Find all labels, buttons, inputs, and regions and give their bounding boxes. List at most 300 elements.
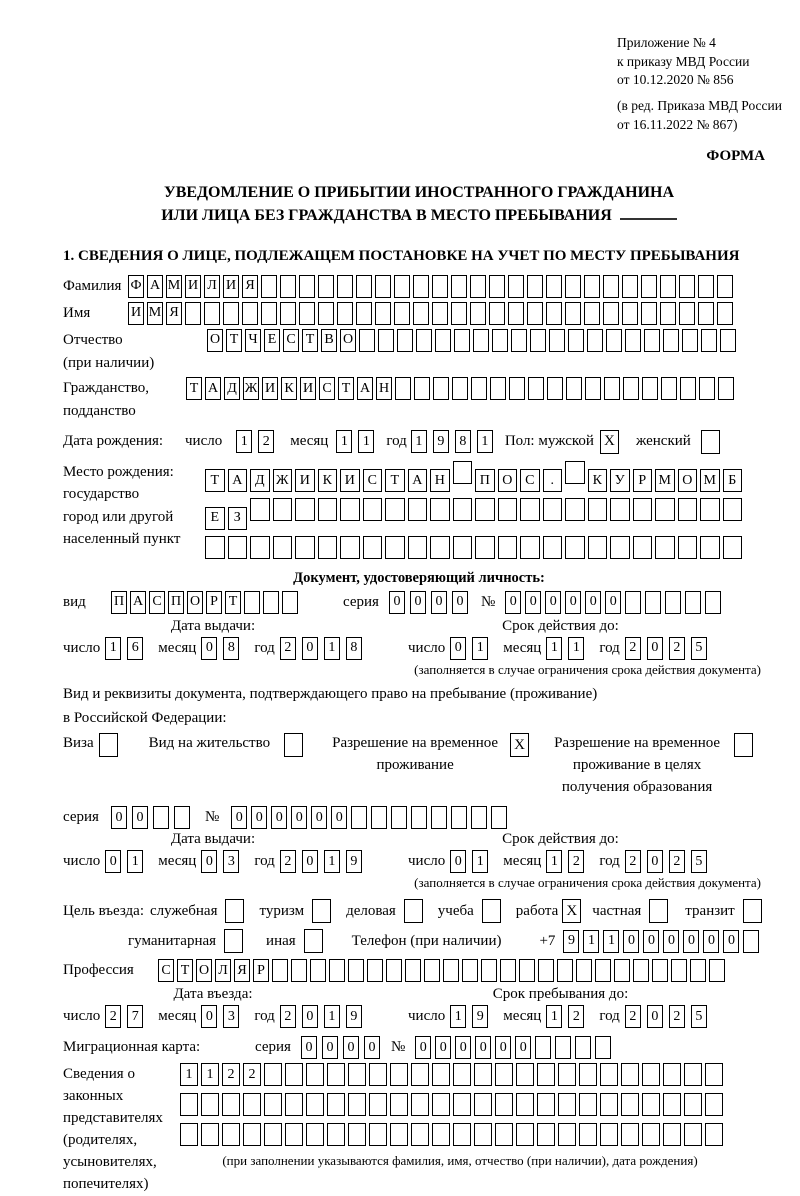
profession-cell[interactable]: Т (177, 959, 193, 982)
representatives-row2-cell[interactable] (453, 1093, 471, 1116)
representatives-row3-cell[interactable] (201, 1123, 219, 1146)
name-cell[interactable] (698, 302, 714, 325)
representatives-row2-cell[interactable] (264, 1093, 282, 1116)
res-issue-day-cell[interactable]: 0 (105, 850, 121, 873)
id-issue-day-cell[interactable]: 1 (105, 637, 121, 660)
birthplace-row2-cell[interactable] (655, 498, 675, 521)
birthplace-row1-cell[interactable]: М (655, 469, 675, 492)
patronymic-cell[interactable] (473, 329, 489, 352)
birthplace-row1-cell[interactable]: Р (633, 469, 653, 492)
representatives-row1-cell[interactable] (453, 1063, 471, 1086)
patronymic-cell[interactable] (625, 329, 641, 352)
doc-kind-cell[interactable] (263, 591, 279, 614)
entry-year-cell[interactable]: 9 (346, 1005, 362, 1028)
representatives-row3-cell[interactable] (684, 1123, 702, 1146)
phone-cell[interactable]: 0 (723, 930, 739, 953)
profession-cell[interactable] (709, 959, 725, 982)
citizenship-cell[interactable] (528, 377, 544, 400)
entry-day-cell[interactable]: 2 (105, 1005, 121, 1028)
birthplace-row2-cell[interactable] (250, 498, 270, 521)
birth-year-cell[interactable]: 9 (433, 430, 449, 453)
representatives-row1-cell[interactable] (411, 1063, 429, 1086)
profession-cell[interactable]: Я (234, 959, 250, 982)
representatives-row1-cell[interactable] (579, 1063, 597, 1086)
profession-cell[interactable]: О (196, 959, 212, 982)
profession-cell[interactable] (519, 959, 535, 982)
patronymic-cell[interactable] (530, 329, 546, 352)
name-cell[interactable]: М (147, 302, 163, 325)
patronymic-cell[interactable]: Т (226, 329, 242, 352)
residence-number-cell[interactable]: 0 (311, 806, 327, 829)
doc-kind-cell[interactable]: С (149, 591, 165, 614)
representatives-row2-cell[interactable] (306, 1093, 324, 1116)
representatives-row3-cell[interactable] (663, 1123, 681, 1146)
profession-cell[interactable] (690, 959, 706, 982)
representatives-row2-cell[interactable] (663, 1093, 681, 1116)
birthplace-row3-cell[interactable] (453, 536, 473, 559)
surname-cell[interactable] (527, 275, 543, 298)
name-cell[interactable] (356, 302, 372, 325)
id-valid-year-cell[interactable]: 2 (625, 637, 641, 660)
patronymic-cell[interactable] (397, 329, 413, 352)
profession-cell[interactable] (348, 959, 364, 982)
birthplace-row2-cell[interactable] (430, 498, 450, 521)
representatives-row2-cell[interactable] (180, 1093, 198, 1116)
name-cell[interactable] (679, 302, 695, 325)
citizenship-cell[interactable]: С (319, 377, 335, 400)
surname-cell[interactable] (679, 275, 695, 298)
representatives-row3-cell[interactable] (537, 1123, 555, 1146)
residence-number-cell[interactable] (351, 806, 367, 829)
citizenship-cell[interactable]: Д (224, 377, 240, 400)
birth-year-cell[interactable]: 8 (455, 430, 471, 453)
doc-number-cell[interactable] (625, 591, 641, 614)
surname-cell[interactable] (280, 275, 296, 298)
representatives-row1-cell[interactable] (369, 1063, 387, 1086)
name-cell[interactable] (565, 302, 581, 325)
birthplace-row2-cell[interactable] (588, 498, 608, 521)
stay-year-cell[interactable]: 5 (691, 1005, 707, 1028)
patronymic-cell[interactable] (568, 329, 584, 352)
representatives-row2-cell[interactable] (642, 1093, 660, 1116)
stay-day-cell[interactable]: 9 (472, 1005, 488, 1028)
birthplace-row1-cell[interactable]: Т (205, 469, 225, 492)
surname-cell[interactable] (375, 275, 391, 298)
birthplace-row2-cell[interactable] (475, 498, 495, 521)
phone-cell[interactable]: 0 (623, 930, 639, 953)
representatives-row1-cell[interactable]: 1 (201, 1063, 219, 1086)
birthplace-row3-cell[interactable] (408, 536, 428, 559)
doc-series-cell[interactable]: 0 (431, 591, 447, 614)
profession-cell[interactable] (538, 959, 554, 982)
representatives-row1-cell[interactable] (663, 1063, 681, 1086)
birthplace-row2-cell[interactable] (678, 498, 698, 521)
surname-cell[interactable] (603, 275, 619, 298)
surname-cell[interactable] (660, 275, 676, 298)
purpose-business-checkbox-cell[interactable] (404, 899, 423, 923)
name-cell[interactable] (451, 302, 467, 325)
representatives-row1-cell[interactable] (516, 1063, 534, 1086)
profession-cell[interactable] (595, 959, 611, 982)
migration-number-cell[interactable] (595, 1036, 611, 1059)
residence-number-cell[interactable] (411, 806, 427, 829)
patronymic-cell[interactable] (435, 329, 451, 352)
patronymic-cell[interactable]: Т (302, 329, 318, 352)
patronymic-cell[interactable] (720, 329, 736, 352)
name-cell[interactable] (660, 302, 676, 325)
representatives-row1-cell[interactable] (390, 1063, 408, 1086)
patronymic-cell[interactable]: Ч (245, 329, 261, 352)
name-cell[interactable] (261, 302, 277, 325)
representatives-row3-cell[interactable] (474, 1123, 492, 1146)
doc-series-cell[interactable]: 0 (389, 591, 405, 614)
purpose-study-checkbox-cell[interactable] (482, 899, 501, 923)
purpose-transit-checkbox-cell[interactable] (743, 899, 762, 923)
migration-series-cell[interactable]: 0 (343, 1036, 359, 1059)
citizenship-cell[interactable] (471, 377, 487, 400)
phone-cell[interactable]: 1 (583, 930, 599, 953)
surname-cell[interactable] (508, 275, 524, 298)
patronymic-cell[interactable] (701, 329, 717, 352)
doc-kind-cell[interactable]: П (168, 591, 184, 614)
birthplace-row3-cell[interactable] (700, 536, 720, 559)
birth-month-cell[interactable]: 1 (336, 430, 352, 453)
stay-year-cell[interactable]: 2 (669, 1005, 685, 1028)
birthplace-row1-cell[interactable]: Т (385, 469, 405, 492)
entry-year-cell[interactable]: 1 (324, 1005, 340, 1028)
doc-kind-cell[interactable]: А (130, 591, 146, 614)
phone-cell[interactable]: 0 (663, 930, 679, 953)
representatives-row2-cell[interactable] (621, 1093, 639, 1116)
id-valid-day-cell[interactable]: 1 (472, 637, 488, 660)
residence-number-cell[interactable] (491, 806, 507, 829)
birthplace-row3-cell[interactable] (633, 536, 653, 559)
residence-number-cell[interactable] (371, 806, 387, 829)
patronymic-cell[interactable] (682, 329, 698, 352)
res-valid-month-cell[interactable]: 1 (546, 850, 562, 873)
surname-cell[interactable]: Я (242, 275, 258, 298)
residence-number-cell[interactable]: 0 (331, 806, 347, 829)
id-issue-month-cell[interactable]: 0 (201, 637, 217, 660)
birthplace-row1-cell[interactable]: О (678, 469, 698, 492)
res-valid-year-cell[interactable]: 0 (647, 850, 663, 873)
birthplace-row3-cell[interactable] (273, 536, 293, 559)
citizenship-cell[interactable]: А (205, 377, 221, 400)
citizenship-cell[interactable] (585, 377, 601, 400)
surname-cell[interactable] (432, 275, 448, 298)
citizenship-cell[interactable] (604, 377, 620, 400)
doc-number-cell[interactable]: 0 (525, 591, 541, 614)
birthplace-row2-cell[interactable] (565, 498, 585, 521)
residence-permit-checkbox-cell[interactable] (284, 733, 303, 757)
citizenship-cell[interactable] (547, 377, 563, 400)
surname-cell[interactable]: А (147, 275, 163, 298)
representatives-row3-cell[interactable] (327, 1123, 345, 1146)
birthplace-row2-cell[interactable] (318, 498, 338, 521)
representatives-row2-cell[interactable] (327, 1093, 345, 1116)
representatives-row2-cell[interactable] (600, 1093, 618, 1116)
name-cell[interactable] (603, 302, 619, 325)
representatives-row3-cell[interactable] (621, 1123, 639, 1146)
doc-kind-cell[interactable]: П (111, 591, 127, 614)
name-cell[interactable] (717, 302, 733, 325)
birthplace-row2-cell[interactable] (453, 498, 473, 521)
doc-number-cell[interactable]: 0 (605, 591, 621, 614)
birthplace-row1-cell[interactable]: А (228, 469, 248, 492)
citizenship-cell[interactable] (699, 377, 715, 400)
birthplace-row1-cell[interactable]: И (295, 469, 315, 492)
representatives-row2-cell[interactable] (516, 1093, 534, 1116)
stay-month-cell[interactable]: 2 (568, 1005, 584, 1028)
patronymic-cell[interactable] (606, 329, 622, 352)
doc-kind-cell[interactable]: О (187, 591, 203, 614)
doc-number-cell[interactable] (705, 591, 721, 614)
surname-cell[interactable] (318, 275, 334, 298)
name-cell[interactable]: И (128, 302, 144, 325)
citizenship-cell[interactable] (509, 377, 525, 400)
representatives-row3-cell[interactable] (516, 1123, 534, 1146)
name-cell[interactable] (337, 302, 353, 325)
profession-cell[interactable] (405, 959, 421, 982)
residence-series-cell[interactable] (153, 806, 169, 829)
res-issue-year-cell[interactable]: 1 (324, 850, 340, 873)
birth-month-cell[interactable]: 1 (358, 430, 374, 453)
name-cell[interactable] (527, 302, 543, 325)
birthplace-row3-cell[interactable] (588, 536, 608, 559)
name-cell[interactable] (584, 302, 600, 325)
entry-year-cell[interactable]: 0 (302, 1005, 318, 1028)
name-cell[interactable] (185, 302, 201, 325)
name-cell[interactable] (223, 302, 239, 325)
representatives-row1-cell[interactable] (684, 1063, 702, 1086)
name-cell[interactable] (280, 302, 296, 325)
res-valid-day-cell[interactable]: 1 (472, 850, 488, 873)
birthplace-row3-cell[interactable] (543, 536, 563, 559)
residence-series-cell[interactable]: 0 (111, 806, 127, 829)
patronymic-cell[interactable] (492, 329, 508, 352)
res-issue-year-cell[interactable]: 9 (346, 850, 362, 873)
representatives-row1-cell[interactable] (264, 1063, 282, 1086)
residence-series-cell[interactable]: 0 (132, 806, 148, 829)
surname-cell[interactable] (451, 275, 467, 298)
representatives-row1-cell[interactable]: 2 (243, 1063, 261, 1086)
name-cell[interactable] (204, 302, 220, 325)
birthplace-row1-cell[interactable]: . (543, 469, 563, 492)
birthplace-row3-cell[interactable] (565, 536, 585, 559)
citizenship-cell[interactable] (642, 377, 658, 400)
id-valid-year-cell[interactable]: 0 (647, 637, 663, 660)
doc-number-cell[interactable]: 0 (585, 591, 601, 614)
surname-cell[interactable]: И (185, 275, 201, 298)
surname-cell[interactable]: И (223, 275, 239, 298)
surname-cell[interactable] (622, 275, 638, 298)
profession-cell[interactable]: Л (215, 959, 231, 982)
id-issue-year-cell[interactable]: 2 (280, 637, 296, 660)
surname-cell[interactable] (356, 275, 372, 298)
representatives-row3-cell[interactable] (453, 1123, 471, 1146)
birthplace-row2-cell[interactable] (520, 498, 540, 521)
phone-cell[interactable]: 0 (683, 930, 699, 953)
patronymic-cell[interactable] (416, 329, 432, 352)
res-issue-month-cell[interactable]: 3 (223, 850, 239, 873)
surname-cell[interactable] (565, 275, 581, 298)
profession-cell[interactable] (424, 959, 440, 982)
birthplace-row1-cell[interactable]: П (475, 469, 495, 492)
name-cell[interactable] (508, 302, 524, 325)
name-cell[interactable] (432, 302, 448, 325)
residence-number-cell[interactable] (391, 806, 407, 829)
representatives-row3-cell[interactable] (369, 1123, 387, 1146)
id-valid-month-cell[interactable]: 1 (546, 637, 562, 660)
res-issue-day-cell[interactable]: 1 (127, 850, 143, 873)
phone-cell[interactable]: 0 (703, 930, 719, 953)
birthplace-row1-cell[interactable]: Б (723, 469, 743, 492)
surname-cell[interactable] (641, 275, 657, 298)
birthplace-row3-cell[interactable] (475, 536, 495, 559)
birthplace-row2-cell[interactable] (295, 498, 315, 521)
representatives-row3-cell[interactable] (306, 1123, 324, 1146)
name-cell[interactable] (318, 302, 334, 325)
representatives-row2-cell[interactable] (537, 1093, 555, 1116)
surname-cell[interactable] (470, 275, 486, 298)
name-cell[interactable] (622, 302, 638, 325)
profession-cell[interactable] (576, 959, 592, 982)
birthplace-row1-cell[interactable]: И (340, 469, 360, 492)
residence-number-cell[interactable]: 0 (291, 806, 307, 829)
representatives-row1-cell[interactable] (558, 1063, 576, 1086)
residence-number-cell[interactable]: 0 (231, 806, 247, 829)
representatives-row1-cell[interactable] (705, 1063, 723, 1086)
sex-female-checkbox-cell[interactable] (701, 430, 720, 454)
birthplace-row2-cell[interactable]: З (228, 507, 248, 530)
citizenship-cell[interactable] (661, 377, 677, 400)
patronymic-cell[interactable] (454, 329, 470, 352)
representatives-row2-cell[interactable] (369, 1093, 387, 1116)
representatives-row2-cell[interactable] (222, 1093, 240, 1116)
purpose-other-checkbox-cell[interactable] (304, 929, 323, 953)
profession-cell[interactable] (291, 959, 307, 982)
res-valid-year-cell[interactable]: 2 (625, 850, 641, 873)
doc-number-cell[interactable] (645, 591, 661, 614)
citizenship-cell[interactable] (452, 377, 468, 400)
doc-kind-cell[interactable] (244, 591, 260, 614)
birthplace-row2-cell[interactable] (385, 498, 405, 521)
migration-series-cell[interactable]: 0 (322, 1036, 338, 1059)
representatives-row2-cell[interactable] (243, 1093, 261, 1116)
birthplace-row2-cell[interactable] (273, 498, 293, 521)
profession-cell[interactable] (310, 959, 326, 982)
representatives-row1-cell[interactable]: 2 (222, 1063, 240, 1086)
birthplace-row1-cell[interactable]: К (588, 469, 608, 492)
representatives-row3-cell[interactable] (243, 1123, 261, 1146)
representatives-row3-cell[interactable] (558, 1123, 576, 1146)
profession-cell[interactable] (633, 959, 649, 982)
citizenship-cell[interactable] (433, 377, 449, 400)
patronymic-cell[interactable] (549, 329, 565, 352)
representatives-row3-cell[interactable] (600, 1123, 618, 1146)
patronymic-cell[interactable]: В (321, 329, 337, 352)
birthplace-row2-cell[interactable] (610, 498, 630, 521)
surname-cell[interactable] (546, 275, 562, 298)
birthplace-row3-cell[interactable] (610, 536, 630, 559)
birthplace-row1-cell[interactable]: У (610, 469, 630, 492)
birthplace-row1-cell[interactable] (453, 461, 473, 484)
birth-day-cell[interactable]: 2 (258, 430, 274, 453)
residence-number-cell[interactable]: 0 (251, 806, 267, 829)
representatives-row1-cell[interactable] (285, 1063, 303, 1086)
birthplace-row3-cell[interactable] (520, 536, 540, 559)
phone-cell[interactable]: 1 (603, 930, 619, 953)
surname-cell[interactable] (489, 275, 505, 298)
surname-cell[interactable] (698, 275, 714, 298)
name-cell[interactable]: Я (166, 302, 182, 325)
residence-number-cell[interactable] (451, 806, 467, 829)
representatives-row3-cell[interactable] (495, 1123, 513, 1146)
doc-kind-cell[interactable] (282, 591, 298, 614)
birthplace-row1-cell[interactable]: А (408, 469, 428, 492)
birthplace-row2-cell[interactable] (340, 498, 360, 521)
patronymic-cell[interactable]: Е (264, 329, 280, 352)
representatives-row2-cell[interactable] (495, 1093, 513, 1116)
surname-cell[interactable] (717, 275, 733, 298)
migration-number-cell[interactable] (575, 1036, 591, 1059)
representatives-row3-cell[interactable] (285, 1123, 303, 1146)
birthplace-row3-cell[interactable] (430, 536, 450, 559)
res-issue-year-cell[interactable]: 0 (302, 850, 318, 873)
birthplace-row3-cell[interactable] (678, 536, 698, 559)
surname-cell[interactable] (261, 275, 277, 298)
surname-cell[interactable]: Л (204, 275, 220, 298)
representatives-row1-cell[interactable]: 1 (180, 1063, 198, 1086)
name-cell[interactable] (299, 302, 315, 325)
entry-year-cell[interactable]: 2 (280, 1005, 296, 1028)
profession-cell[interactable] (367, 959, 383, 982)
citizenship-cell[interactable]: Н (376, 377, 392, 400)
residence-number-cell[interactable] (471, 806, 487, 829)
patronymic-cell[interactable]: О (207, 329, 223, 352)
birthplace-row1-cell[interactable]: С (363, 469, 383, 492)
stay-year-cell[interactable]: 2 (625, 1005, 641, 1028)
doc-kind-cell[interactable]: Р (206, 591, 222, 614)
entry-month-cell[interactable]: 3 (223, 1005, 239, 1028)
temp-residence-edu-checkbox-cell[interactable] (734, 733, 753, 757)
surname-cell[interactable] (584, 275, 600, 298)
birthplace-row3-cell[interactable] (655, 536, 675, 559)
birthplace-row2-cell[interactable] (408, 498, 428, 521)
surname-cell[interactable] (299, 275, 315, 298)
representatives-row1-cell[interactable] (348, 1063, 366, 1086)
citizenship-cell[interactable] (414, 377, 430, 400)
patronymic-cell[interactable] (511, 329, 527, 352)
representatives-row1-cell[interactable] (432, 1063, 450, 1086)
representatives-row1-cell[interactable] (474, 1063, 492, 1086)
patronymic-cell[interactable]: О (340, 329, 356, 352)
name-cell[interactable] (470, 302, 486, 325)
representatives-row2-cell[interactable] (684, 1093, 702, 1116)
birthplace-row2-cell[interactable] (543, 498, 563, 521)
birthplace-row3-cell[interactable] (340, 536, 360, 559)
patronymic-cell[interactable] (378, 329, 394, 352)
id-valid-year-cell[interactable]: 5 (691, 637, 707, 660)
phone-cell[interactable]: 9 (563, 930, 579, 953)
doc-series-cell[interactable]: 0 (410, 591, 426, 614)
birthplace-row2-cell[interactable] (723, 498, 743, 521)
representatives-row3-cell[interactable] (390, 1123, 408, 1146)
stay-year-cell[interactable]: 0 (647, 1005, 663, 1028)
migration-number-cell[interactable]: 0 (515, 1036, 531, 1059)
representatives-row3-cell[interactable] (579, 1123, 597, 1146)
citizenship-cell[interactable] (395, 377, 411, 400)
